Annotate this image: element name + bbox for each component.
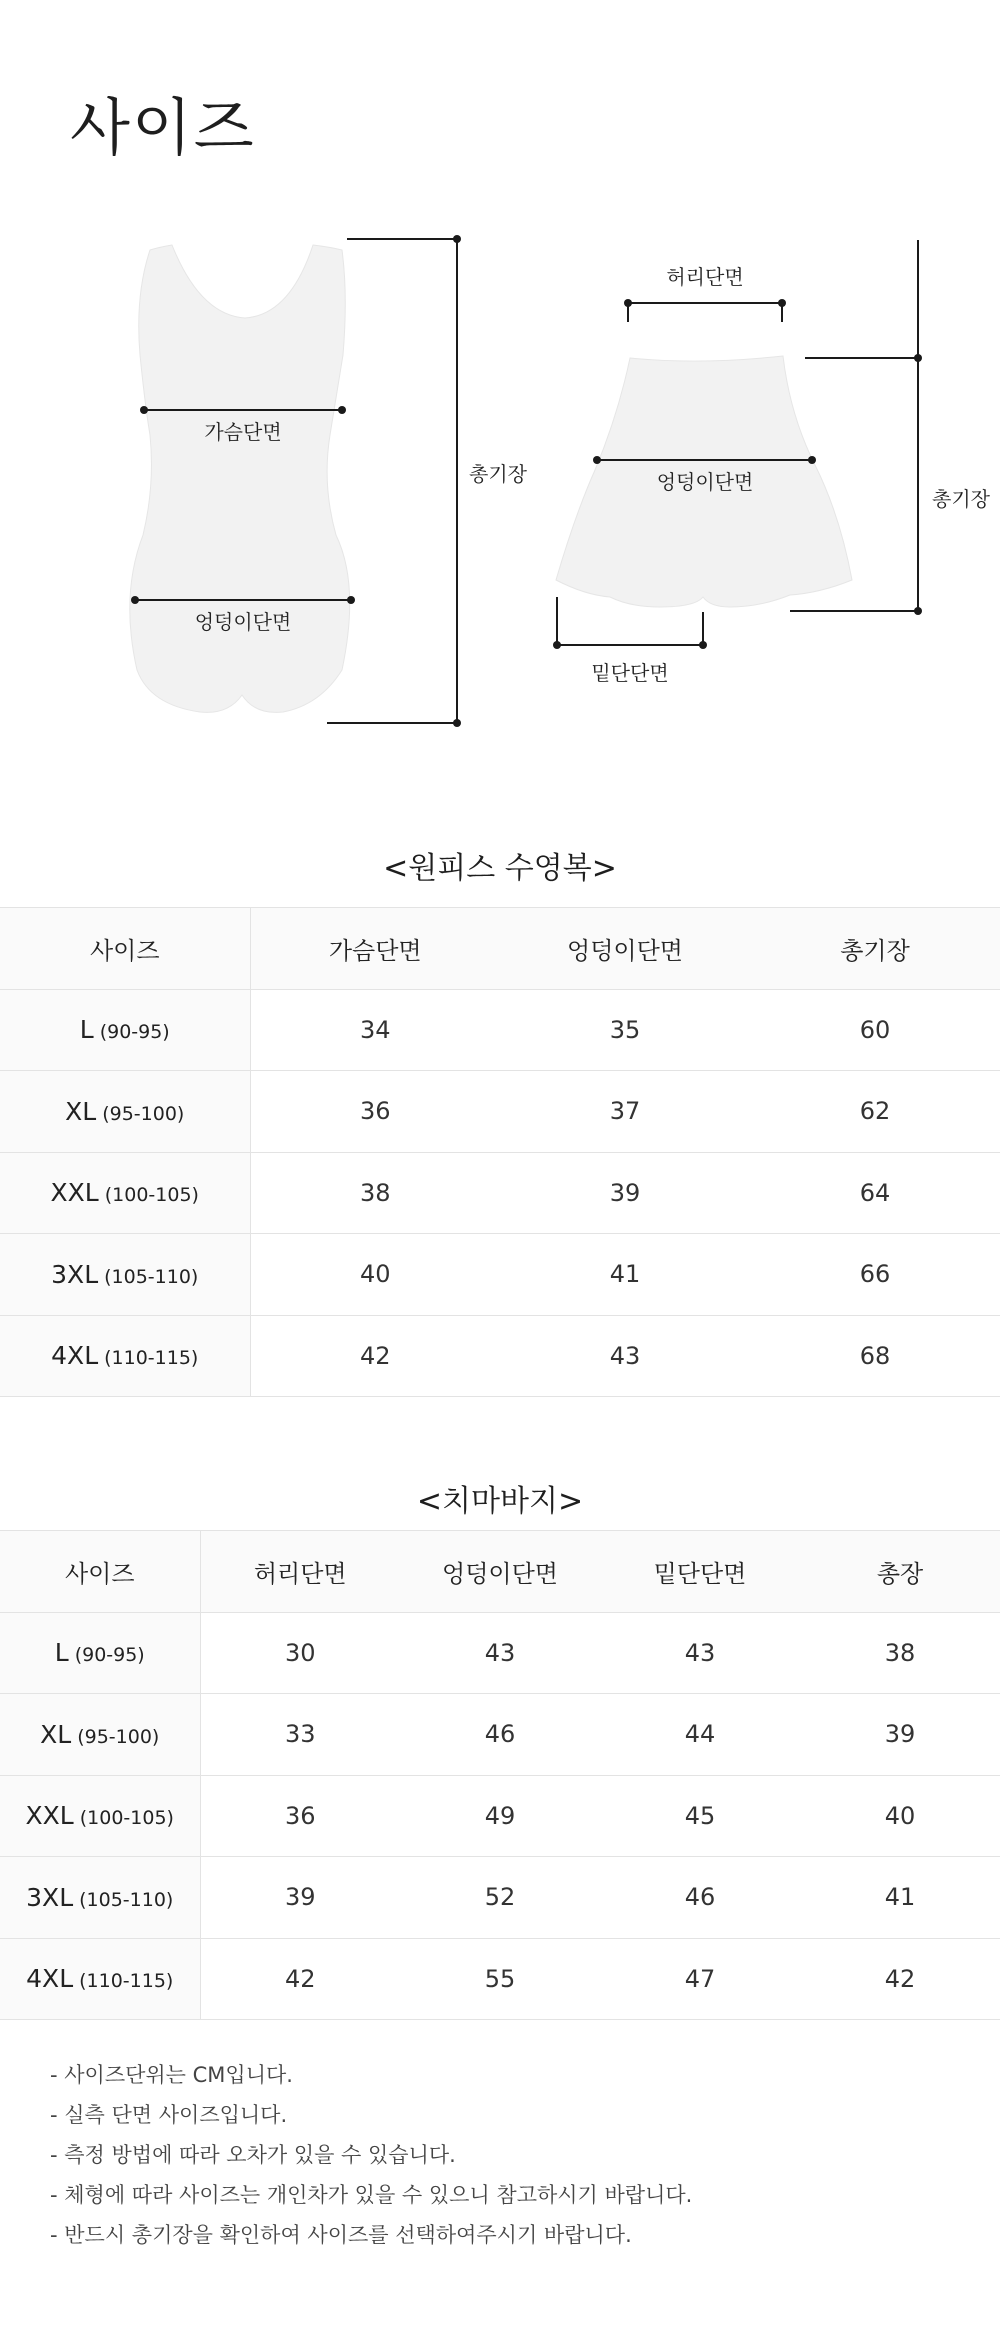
measurement-cell: 40 xyxy=(800,1775,1000,1857)
size-cell xyxy=(0,1938,200,2020)
size-label: XXL xyxy=(25,1801,74,1831)
note-item: - 반드시 총기장을 확인하여 사이즈를 선택하여주시기 바랍니다. xyxy=(50,2223,632,2247)
size-range: (110-115) xyxy=(79,1970,174,1993)
onepiece-table-body xyxy=(0,989,1000,1397)
skirt-total-label: 총기장 xyxy=(932,487,990,511)
size-range: (95-100) xyxy=(77,1725,160,1748)
size-label: L xyxy=(54,1638,69,1668)
measurement-cell: 49 xyxy=(400,1775,600,1857)
measurement-cell: 62 xyxy=(750,1071,1000,1153)
header-total: 총장 xyxy=(800,1531,1000,1613)
measurement-cell: 37 xyxy=(500,1071,750,1153)
measurement-cell: 42 xyxy=(250,1315,500,1397)
size-notes xyxy=(50,2055,692,2255)
measurement-cell: 52 xyxy=(400,1857,600,1939)
header-hip: 엉덩이단면 xyxy=(400,1531,600,1613)
measurement-cell: 38 xyxy=(800,1612,1000,1694)
page-title: 사이즈 xyxy=(70,91,256,164)
size-range: (110-115) xyxy=(104,1347,199,1370)
onepiece-silhouette xyxy=(130,245,350,712)
measurement-cell: 66 xyxy=(750,1234,1000,1316)
measurement-cell: 64 xyxy=(750,1152,1000,1234)
measurement-cell: 43 xyxy=(500,1315,750,1397)
measurement-cell: 43 xyxy=(600,1612,800,1694)
skirt-table-title: <치마바지> xyxy=(416,1484,584,1519)
onepiece-hip-label: 엉덩이단면 xyxy=(194,610,292,634)
measurement-cell: 33 xyxy=(200,1694,400,1776)
size-cell xyxy=(0,1857,200,1939)
size-range: (90-95) xyxy=(74,1644,145,1667)
size-cell xyxy=(0,1612,200,1694)
table-header-row xyxy=(0,1531,1000,1613)
size-cell xyxy=(0,1152,250,1234)
header-waist: 허리단면 xyxy=(200,1531,400,1613)
size-cell xyxy=(0,1694,200,1776)
measurement-cell: 38 xyxy=(250,1152,500,1234)
header-size: 사이즈 xyxy=(0,908,250,990)
table-row xyxy=(0,1938,1000,2020)
measurement-cell: 39 xyxy=(200,1857,400,1939)
onepiece-table-title: <원피스 수영복> xyxy=(383,851,617,886)
header-total: 총기장 xyxy=(750,908,1000,990)
measurement-cell: 30 xyxy=(200,1612,400,1694)
measurement-cell: 35 xyxy=(500,989,750,1071)
size-range: (105-110) xyxy=(104,1265,199,1288)
size-label: 3XL xyxy=(51,1259,99,1289)
size-label: 3XL xyxy=(26,1882,74,1912)
measurement-cell: 39 xyxy=(800,1694,1000,1776)
measurement-cell: 34 xyxy=(250,989,500,1071)
size-label: XXL xyxy=(50,1178,99,1208)
onepiece-size-table xyxy=(0,907,1000,1397)
size-label: 4XL xyxy=(51,1341,99,1371)
skirt-hip-label: 엉덩이단면 xyxy=(656,470,754,494)
table-row xyxy=(0,1234,1000,1316)
size-label: XL xyxy=(40,1719,72,1749)
measurement-cell: 42 xyxy=(200,1938,400,2020)
measurement-cell: 41 xyxy=(500,1234,750,1316)
measurement-cell: 36 xyxy=(250,1071,500,1153)
measurement-cell: 68 xyxy=(750,1315,1000,1397)
header-chest: 가슴단면 xyxy=(250,908,500,990)
note-item: - 사이즈단위는 CM입니다. xyxy=(50,2063,293,2087)
header-hem: 밑단단면 xyxy=(600,1531,800,1613)
onepiece-chest-label: 가슴단면 xyxy=(204,420,282,444)
size-range: (100-105) xyxy=(79,1807,174,1830)
table-header-row xyxy=(0,908,1000,990)
measurement-cell: 36 xyxy=(200,1775,400,1857)
table-row xyxy=(0,989,1000,1071)
size-cell xyxy=(0,1315,250,1397)
measurement-cell: 43 xyxy=(400,1612,600,1694)
size-cell xyxy=(0,1234,250,1316)
table-row xyxy=(0,1612,1000,1694)
size-cell xyxy=(0,989,250,1071)
size-cell xyxy=(0,1071,250,1153)
measurement-cell: 39 xyxy=(500,1152,750,1234)
measurement-cell: 60 xyxy=(750,989,1000,1071)
measurement-cell: 47 xyxy=(600,1938,800,2020)
skirt-size-table xyxy=(0,1530,1000,2020)
measurement-cell: 55 xyxy=(400,1938,600,2020)
table-row xyxy=(0,1694,1000,1776)
size-range: (95-100) xyxy=(102,1102,185,1125)
header-hip: 엉덩이단면 xyxy=(500,908,750,990)
table-row xyxy=(0,1775,1000,1857)
size-label: L xyxy=(79,1015,94,1045)
header-size: 사이즈 xyxy=(0,1531,200,1613)
size-range: (90-95) xyxy=(99,1021,170,1044)
size-label: XL xyxy=(65,1096,97,1126)
measurement-cell: 42 xyxy=(800,1938,1000,2020)
table-row xyxy=(0,1315,1000,1397)
measurement-cell: 44 xyxy=(600,1694,800,1776)
measurement-cell: 46 xyxy=(600,1857,800,1939)
skirt-hem-label: 밑단단면 xyxy=(591,661,669,685)
table-row xyxy=(0,1071,1000,1153)
measurement-cell: 45 xyxy=(600,1775,800,1857)
table-row xyxy=(0,1152,1000,1234)
measurement-cell: 40 xyxy=(250,1234,500,1316)
table-row xyxy=(0,1857,1000,1939)
note-item: - 체형에 따라 사이즈는 개인차가 있을 수 있으니 참고하시기 바랍니다. xyxy=(50,2183,693,2207)
size-range: (105-110) xyxy=(79,1888,174,1911)
measurement-cell: 46 xyxy=(400,1694,600,1776)
size-label: 4XL xyxy=(26,1964,74,1994)
measurement-cell: 41 xyxy=(800,1857,1000,1939)
skirt-waist-label: 허리단면 xyxy=(666,265,744,289)
onepiece-total-label: 총기장 xyxy=(469,462,527,486)
measurement-diagram xyxy=(0,215,1000,755)
size-cell xyxy=(0,1775,200,1857)
size-range: (100-105) xyxy=(104,1184,199,1207)
note-item: - 측정 방법에 따라 오차가 있을 수 있습니다. xyxy=(50,2143,456,2167)
note-item: - 실측 단면 사이즈입니다. xyxy=(50,2103,288,2127)
skirt-table-body xyxy=(0,1612,1000,2020)
